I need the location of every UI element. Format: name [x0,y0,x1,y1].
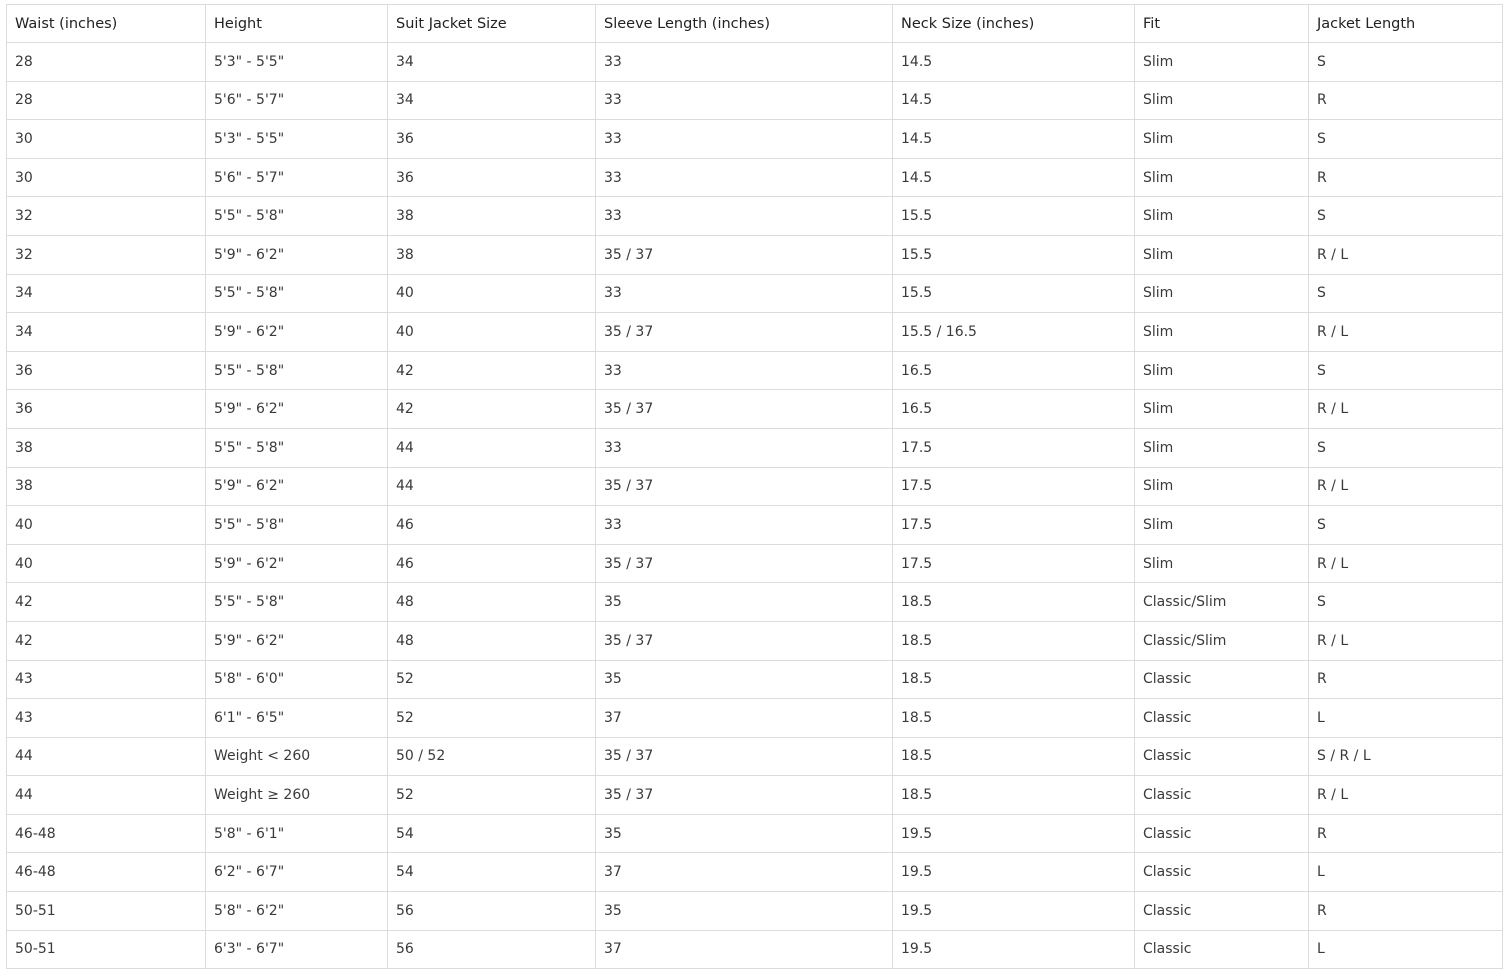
cell-height: 5'9" - 6'2" [206,235,388,274]
cell-neck-size: 17.5 [893,428,1135,467]
cell-waist: 50-51 [7,930,206,969]
cell-height: 5'5" - 5'8" [206,506,388,545]
cell-waist: 50-51 [7,892,206,931]
cell-jacket-length: R [1309,81,1503,120]
cell-neck-size: 15.5 [893,197,1135,236]
cell-waist: 43 [7,699,206,738]
cell-fit: Slim [1135,197,1309,236]
table-row [7,814,1503,853]
cell-waist: 44 [7,737,206,776]
cell-jacket-length: L [1309,853,1503,892]
table-row [7,737,1503,776]
cell-jacket-length: S [1309,583,1503,622]
cell-jacket-length: R / L [1309,235,1503,274]
cell-fit: Classic [1135,699,1309,738]
cell-jacket-length: L [1309,699,1503,738]
cell-fit: Classic [1135,853,1309,892]
table-row [7,583,1503,622]
cell-jacket-length: S [1309,274,1503,313]
cell-sleeve-length: 35 [596,660,893,699]
cell-waist: 30 [7,120,206,159]
cell-jacket-length: S [1309,506,1503,545]
cell-fit: Slim [1135,506,1309,545]
cell-neck-size: 18.5 [893,699,1135,738]
cell-sleeve-length: 35 / 37 [596,467,893,506]
cell-neck-size: 19.5 [893,892,1135,931]
cell-sleeve-length: 35 / 37 [596,737,893,776]
cell-sleeve-length: 35 / 37 [596,235,893,274]
cell-jacket-length: R [1309,158,1503,197]
cell-jacket-length: R / L [1309,544,1503,583]
cell-sleeve-length: 35 [596,583,893,622]
cell-waist: 40 [7,544,206,583]
cell-waist: 43 [7,660,206,699]
cell-suit-jacket-size: 38 [388,197,596,236]
header-sleeve-length: Sleeve Length (inches) [596,5,893,43]
cell-waist: 28 [7,43,206,82]
cell-neck-size: 14.5 [893,43,1135,82]
cell-sleeve-length: 35 / 37 [596,390,893,429]
cell-jacket-length: S / R / L [1309,737,1503,776]
table-row [7,892,1503,931]
cell-jacket-length: L [1309,930,1503,969]
cell-sleeve-length: 37 [596,930,893,969]
table-row [7,235,1503,274]
table-row [7,660,1503,699]
cell-height: 5'9" - 6'2" [206,313,388,352]
cell-sleeve-length: 33 [596,274,893,313]
cell-jacket-length: S [1309,120,1503,159]
cell-waist: 30 [7,158,206,197]
cell-jacket-length: R [1309,814,1503,853]
cell-neck-size: 19.5 [893,853,1135,892]
cell-jacket-length: R / L [1309,467,1503,506]
header-height: Height [206,5,388,43]
cell-waist: 42 [7,583,206,622]
cell-fit: Slim [1135,313,1309,352]
cell-suit-jacket-size: 48 [388,583,596,622]
cell-waist: 38 [7,428,206,467]
cell-fit: Slim [1135,235,1309,274]
cell-suit-jacket-size: 54 [388,814,596,853]
table-row [7,197,1503,236]
cell-height: 6'1" - 6'5" [206,699,388,738]
cell-fit: Classic/Slim [1135,583,1309,622]
cell-jacket-length: R / L [1309,313,1503,352]
cell-waist: 28 [7,81,206,120]
cell-fit: Classic [1135,930,1309,969]
cell-jacket-length: S [1309,351,1503,390]
cell-jacket-length: S [1309,197,1503,236]
cell-suit-jacket-size: 52 [388,660,596,699]
cell-sleeve-length: 33 [596,197,893,236]
cell-waist: 32 [7,197,206,236]
table-row [7,158,1503,197]
cell-fit: Slim [1135,274,1309,313]
cell-neck-size: 15.5 [893,235,1135,274]
cell-sleeve-length: 37 [596,699,893,738]
table-row [7,930,1503,969]
header-neck-size: Neck Size (inches) [893,5,1135,43]
cell-sleeve-length: 35 [596,892,893,931]
cell-waist: 42 [7,621,206,660]
cell-suit-jacket-size: 44 [388,428,596,467]
cell-fit: Classic [1135,776,1309,815]
cell-neck-size: 17.5 [893,506,1135,545]
header-jacket-length: Jacket Length [1309,5,1503,43]
cell-suit-jacket-size: 46 [388,544,596,583]
table-row [7,776,1503,815]
cell-height: Weight ≥ 260 [206,776,388,815]
cell-suit-jacket-size: 34 [388,81,596,120]
size-chart-container [6,4,1502,969]
cell-sleeve-length: 33 [596,81,893,120]
cell-suit-jacket-size: 36 [388,158,596,197]
cell-neck-size: 17.5 [893,544,1135,583]
cell-sleeve-length: 33 [596,158,893,197]
cell-neck-size: 18.5 [893,737,1135,776]
cell-suit-jacket-size: 56 [388,892,596,931]
cell-neck-size: 15.5 / 16.5 [893,313,1135,352]
cell-waist: 46-48 [7,814,206,853]
cell-jacket-length: R [1309,892,1503,931]
cell-suit-jacket-size: 56 [388,930,596,969]
table-row [7,313,1503,352]
table-row [7,120,1503,159]
cell-fit: Slim [1135,351,1309,390]
cell-suit-jacket-size: 44 [388,467,596,506]
header-fit: Fit [1135,5,1309,43]
cell-waist: 34 [7,274,206,313]
cell-suit-jacket-size: 52 [388,776,596,815]
cell-height: Weight < 260 [206,737,388,776]
cell-height: 5'9" - 6'2" [206,544,388,583]
cell-neck-size: 17.5 [893,467,1135,506]
cell-height: 5'3" - 5'5" [206,120,388,159]
cell-suit-jacket-size: 40 [388,274,596,313]
table-row [7,699,1503,738]
cell-height: 5'5" - 5'8" [206,428,388,467]
cell-sleeve-length: 35 / 37 [596,544,893,583]
cell-height: 5'6" - 5'7" [206,81,388,120]
cell-sleeve-length: 35 / 37 [596,313,893,352]
cell-neck-size: 14.5 [893,158,1135,197]
cell-neck-size: 18.5 [893,776,1135,815]
cell-suit-jacket-size: 40 [388,313,596,352]
cell-jacket-length: S [1309,43,1503,82]
table-row [7,428,1503,467]
cell-fit: Slim [1135,467,1309,506]
cell-neck-size: 19.5 [893,930,1135,969]
cell-height: 5'6" - 5'7" [206,158,388,197]
table-row [7,506,1503,545]
cell-height: 5'8" - 6'2" [206,892,388,931]
cell-jacket-length: R / L [1309,390,1503,429]
cell-height: 6'3" - 6'7" [206,930,388,969]
cell-fit: Classic [1135,892,1309,931]
cell-jacket-length: R / L [1309,776,1503,815]
cell-suit-jacket-size: 52 [388,699,596,738]
cell-suit-jacket-size: 36 [388,120,596,159]
cell-suit-jacket-size: 38 [388,235,596,274]
cell-suit-jacket-size: 46 [388,506,596,545]
cell-fit: Slim [1135,120,1309,159]
cell-fit: Slim [1135,158,1309,197]
cell-suit-jacket-size: 48 [388,621,596,660]
table-row [7,351,1503,390]
cell-fit: Slim [1135,81,1309,120]
cell-suit-jacket-size: 42 [388,390,596,429]
header-suit-jacket-size: Suit Jacket Size [388,5,596,43]
cell-height: 5'5" - 5'8" [206,583,388,622]
cell-height: 5'5" - 5'8" [206,351,388,390]
cell-sleeve-length: 33 [596,351,893,390]
cell-fit: Classic/Slim [1135,621,1309,660]
cell-fit: Classic [1135,814,1309,853]
table-row [7,390,1503,429]
cell-fit: Slim [1135,428,1309,467]
cell-fit: Slim [1135,390,1309,429]
table-row [7,81,1503,120]
cell-suit-jacket-size: 34 [388,43,596,82]
cell-height: 5'9" - 6'2" [206,467,388,506]
cell-jacket-length: S [1309,428,1503,467]
cell-waist: 36 [7,390,206,429]
cell-height: 5'3" - 5'5" [206,43,388,82]
cell-jacket-length: R / L [1309,621,1503,660]
cell-height: 5'9" - 6'2" [206,390,388,429]
cell-height: 5'9" - 6'2" [206,621,388,660]
cell-waist: 40 [7,506,206,545]
cell-sleeve-length: 33 [596,506,893,545]
cell-fit: Classic [1135,660,1309,699]
cell-waist: 32 [7,235,206,274]
cell-neck-size: 19.5 [893,814,1135,853]
size-chart-table [6,4,1503,969]
cell-height: 5'8" - 6'0" [206,660,388,699]
cell-waist: 46-48 [7,853,206,892]
cell-jacket-length: R [1309,660,1503,699]
cell-height: 5'5" - 5'8" [206,197,388,236]
cell-waist: 34 [7,313,206,352]
cell-neck-size: 15.5 [893,274,1135,313]
table-row [7,544,1503,583]
table-row [7,621,1503,660]
table-row [7,853,1503,892]
cell-sleeve-length: 33 [596,428,893,467]
cell-waist: 38 [7,467,206,506]
cell-suit-jacket-size: 54 [388,853,596,892]
cell-neck-size: 16.5 [893,351,1135,390]
cell-height: 5'5" - 5'8" [206,274,388,313]
cell-neck-size: 14.5 [893,120,1135,159]
cell-sleeve-length: 35 / 37 [596,621,893,660]
cell-fit: Slim [1135,544,1309,583]
cell-suit-jacket-size: 42 [388,351,596,390]
cell-neck-size: 16.5 [893,390,1135,429]
table-row [7,467,1503,506]
header-row [7,5,1503,43]
cell-waist: 36 [7,351,206,390]
cell-suit-jacket-size: 50 / 52 [388,737,596,776]
cell-fit: Slim [1135,43,1309,82]
cell-fit: Classic [1135,737,1309,776]
cell-neck-size: 14.5 [893,81,1135,120]
size-chart-body [7,43,1503,969]
cell-height: 6'2" - 6'7" [206,853,388,892]
cell-sleeve-length: 37 [596,853,893,892]
cell-sleeve-length: 35 / 37 [596,776,893,815]
table-row [7,43,1503,82]
cell-neck-size: 18.5 [893,621,1135,660]
cell-height: 5'8" - 6'1" [206,814,388,853]
cell-sleeve-length: 33 [596,43,893,82]
table-row [7,274,1503,313]
cell-neck-size: 18.5 [893,660,1135,699]
header-waist: Waist (inches) [7,5,206,43]
cell-sleeve-length: 35 [596,814,893,853]
cell-sleeve-length: 33 [596,120,893,159]
cell-waist: 44 [7,776,206,815]
cell-neck-size: 18.5 [893,583,1135,622]
